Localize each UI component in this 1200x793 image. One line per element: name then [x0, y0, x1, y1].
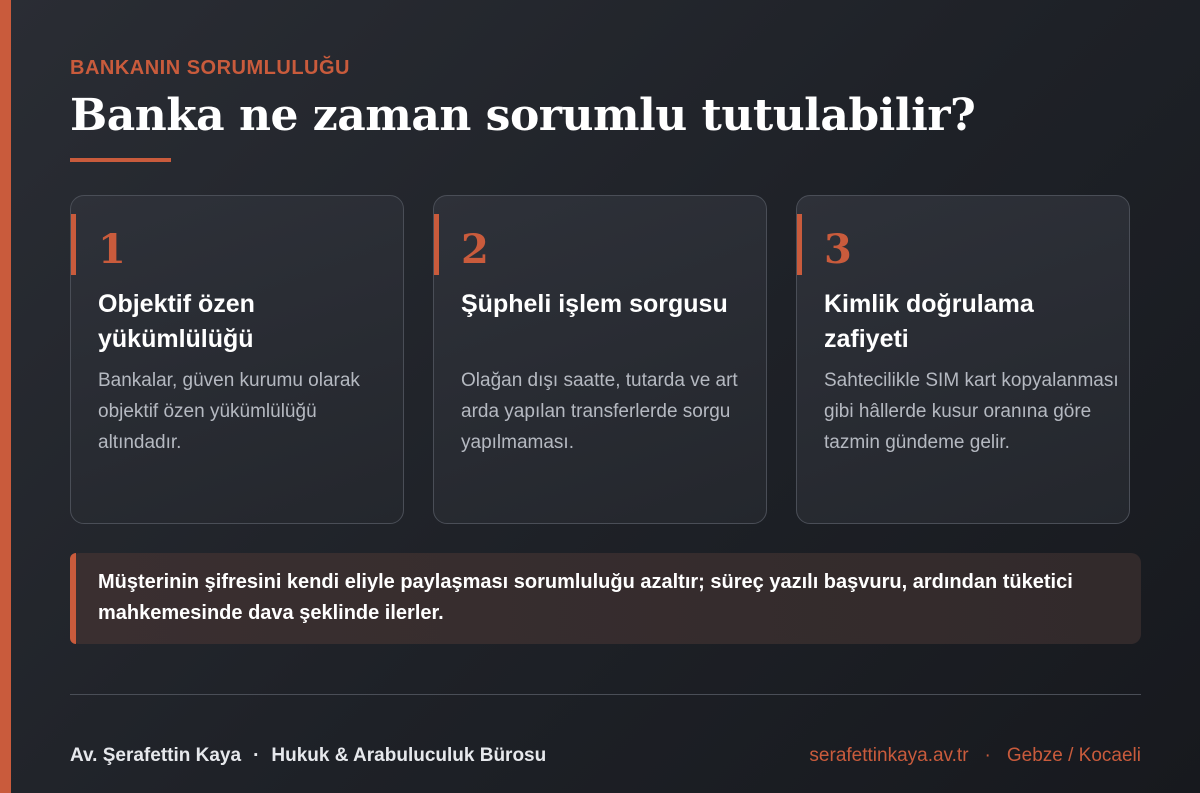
footer-name: Av. Şerafettin Kaya [70, 745, 242, 766]
note-text: Müşterinin şifresini kendi eliyle paylaşması sorumluluğu azaltır; süreç yazılı başvuru, ardından tüketici mahkemesinde dava şeklinde ilerler. [98, 571, 1073, 624]
card-body: Sahtecilikle SIM kart kopyalanması gibi hâllerde kusur oranına göre tazmin gündeme gelir. [824, 370, 1119, 453]
card-objective-care [70, 195, 404, 524]
card-accent-bar [797, 214, 802, 275]
page-title: Banka ne zaman sorumlu tutulabilir? [70, 90, 976, 141]
footer-separator: · [984, 745, 991, 766]
section-eyebrow: BANKANIN SORUMLULUĞU [70, 57, 350, 79]
card-identity-verification [796, 195, 1130, 524]
title-underline [70, 158, 171, 162]
card-number: 1 [98, 226, 126, 273]
card-number: 2 [461, 226, 489, 273]
card-accent-bar [434, 214, 439, 275]
footer-website-link[interactable]: serafettinkaya.av.tr [809, 745, 969, 766]
card-suspicious-transaction [433, 195, 767, 524]
note-callout [70, 553, 1141, 644]
footer-firm: Hukuk & Arabuluculuk Bürosu [271, 745, 547, 766]
card-accent-bar [71, 214, 76, 275]
card-title: Kimlik doğrulama zafiyeti [824, 290, 1034, 353]
note-accent-bar [70, 553, 76, 644]
footer-divider [70, 694, 1141, 695]
card-number: 3 [824, 226, 852, 273]
card-title: Objektif özen yükümlülüğü [98, 290, 255, 353]
footer-separator: · [253, 745, 260, 766]
card-body: Olağan dışı saatte, tutarda ve art arda yapılan transferlerde sorgu yapılmaması. [461, 370, 738, 453]
footer-contact [809, 745, 1141, 767]
card-title: Şüpheli işlem sorgusu [461, 290, 728, 318]
left-accent-bar [0, 0, 11, 793]
footer-location: Gebze / Kocaeli [1006, 745, 1141, 766]
card-body: Bankalar, güven kurumu olarak objektif özen yükümlülüğü altındadır. [98, 370, 360, 453]
footer-identity [70, 745, 546, 767]
